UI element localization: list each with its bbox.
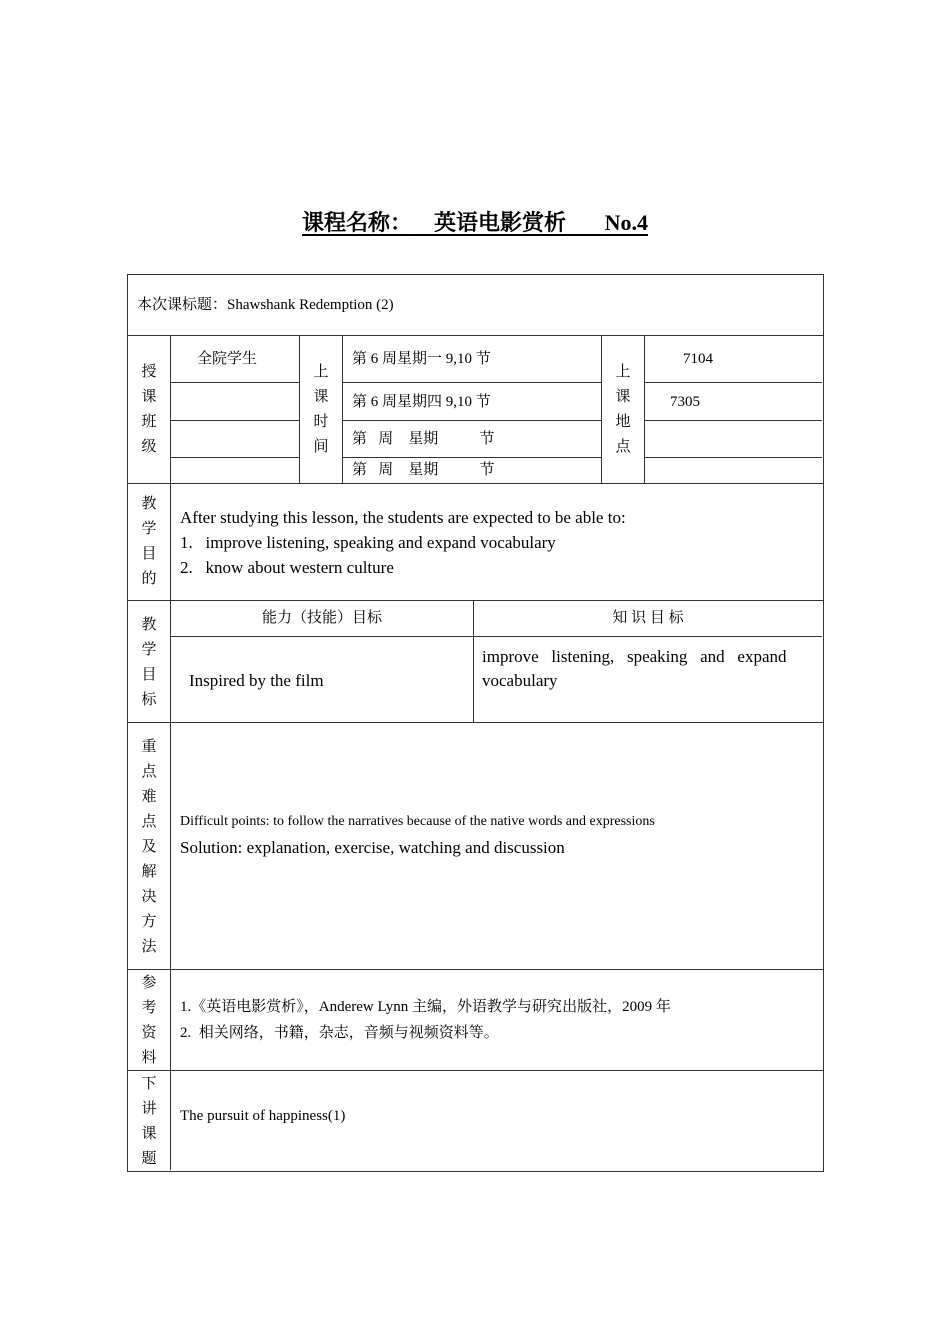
page-title bbox=[0, 208, 950, 238]
purpose-intro: After studying this lesson, the students are expected to be able to: bbox=[180, 508, 626, 527]
lesson-title-value: Shawshank Redemption (2) bbox=[227, 297, 394, 313]
time-value: 第 周 星期 节 bbox=[352, 431, 495, 447]
ability-goal-value: Inspired by the film bbox=[189, 671, 324, 690]
purpose-header: 教 学 目 的 bbox=[141, 496, 157, 587]
course-number: No.4 bbox=[604, 210, 648, 235]
divider bbox=[644, 420, 822, 421]
course-label: 课程名称： bbox=[302, 210, 413, 235]
ability-goal-header: 能力（技能）目标 bbox=[261, 610, 382, 626]
divider bbox=[342, 420, 601, 421]
reference-item: 2. 相关网络，书籍，杂志，音频与视频资料等。 bbox=[180, 1025, 499, 1041]
time-header: 上 课 时 间 bbox=[313, 364, 329, 455]
class-value: 全院学生 bbox=[197, 351, 258, 367]
divider bbox=[128, 335, 823, 336]
divider bbox=[128, 722, 823, 723]
class-header: 授 课 班 级 bbox=[141, 364, 157, 455]
knowledge-goal-value: vocabulary bbox=[482, 671, 558, 690]
divider bbox=[644, 457, 822, 458]
place-header: 上 课 地 点 bbox=[615, 364, 631, 455]
purpose-item: 2. know about western culture bbox=[180, 558, 394, 577]
time-value: 第 6 周星期四 9,10 节 bbox=[352, 394, 491, 410]
objectives-header: 教 学 目 标 bbox=[141, 617, 157, 708]
divider bbox=[170, 636, 822, 637]
next-topic-value: The pursuit of happiness(1) bbox=[180, 1108, 346, 1124]
divider bbox=[644, 335, 645, 483]
divider bbox=[128, 1070, 823, 1071]
difficult-points: Difficult points: to follow the narratives because of the native words and expressions bbox=[180, 814, 655, 829]
time-value: 第 6 周星期一 9,10 节 bbox=[352, 351, 491, 367]
divider bbox=[128, 600, 823, 601]
knowledge-goal-header: 知 识 目 标 bbox=[612, 610, 684, 626]
lesson-title bbox=[137, 295, 394, 315]
place-value: 7104 bbox=[683, 351, 713, 367]
divider bbox=[170, 457, 299, 458]
divider bbox=[128, 969, 823, 970]
purpose-item: 1. improve listening, speaking and expand vocabulary bbox=[180, 533, 556, 552]
place-value: 7305 bbox=[670, 394, 700, 410]
reference-item: 1.《英语电影赏析》，Anderew Lynn 主编，外语教学与研究出版社，2009 年 bbox=[180, 999, 671, 1015]
references-header: 参 考 资 料 bbox=[141, 975, 157, 1066]
course-name: 英语电影赏析 bbox=[434, 210, 567, 235]
divider bbox=[342, 335, 343, 483]
knowledge-goal-value: improve listening, speaking and expand bbox=[482, 647, 787, 666]
time-value: 第 周 星期 节 bbox=[352, 462, 495, 478]
solution: Solution: explanation, exercise, watching and discussion bbox=[180, 838, 565, 857]
next-topic-header: 下 讲 课 题 bbox=[141, 1076, 157, 1167]
difficulties-header: 重 点 难 点 及 解 决 方 法 bbox=[141, 739, 157, 955]
divider bbox=[170, 335, 171, 1170]
lesson-title-label: 本次课标题： bbox=[137, 297, 228, 313]
divider bbox=[644, 382, 822, 383]
divider bbox=[342, 382, 601, 383]
divider bbox=[170, 382, 299, 383]
divider bbox=[342, 457, 601, 458]
divider bbox=[170, 420, 299, 421]
divider bbox=[128, 483, 823, 484]
